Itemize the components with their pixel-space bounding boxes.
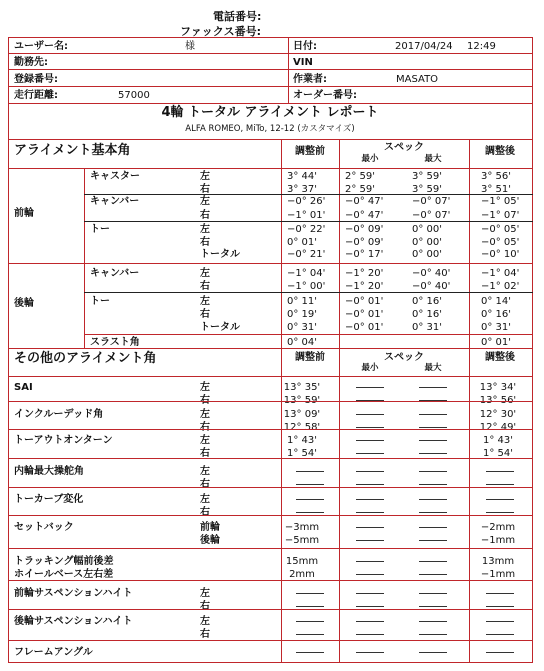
basic-row-side: 左: [200, 196, 210, 207]
empty-value-dash: [356, 414, 384, 415]
other-row-side-2: 後輪: [200, 535, 220, 546]
mileage-value: 57000: [118, 90, 150, 101]
other-row-before-2: −5mm: [284, 535, 320, 546]
other-row-item: フレームアングル: [14, 647, 93, 658]
basic-row-max: −0° 40': [412, 281, 451, 292]
other-row-after-1: 12° 30': [479, 409, 517, 420]
basic-row-max: 0° 00': [412, 224, 443, 235]
mileage-label: 走行距離:: [14, 90, 58, 101]
other-row-side-2: 右: [200, 629, 210, 640]
basic-row-min: −0° 09': [345, 237, 384, 248]
basic-row-item: キャンバー: [90, 268, 140, 279]
empty-value-dash: [419, 593, 447, 594]
empty-value-dash: [356, 593, 384, 594]
operator-label: 作業者:: [293, 74, 327, 85]
other-row-before-1: 15mm: [285, 556, 319, 567]
basic-row-after: −0° 05': [481, 224, 520, 235]
rule-line: [8, 103, 533, 104]
col-before-header-2: 調整前: [295, 352, 325, 363]
column-line: [281, 139, 282, 348]
basic-row-side: 左: [200, 224, 210, 235]
basic-row-max: −0° 40': [412, 268, 451, 279]
basic-row-item: キャスター: [90, 171, 140, 182]
basic-row-after: −1° 05': [481, 196, 520, 207]
basic-row-max: 3° 59': [412, 171, 443, 182]
basic-row-after: −1° 02': [481, 281, 520, 292]
basic-row-max: −0° 07': [412, 196, 451, 207]
rule-line: [8, 86, 533, 87]
empty-value-dash: [419, 606, 447, 607]
basic-row-item: スラスト角: [90, 337, 140, 348]
rule-line: [8, 401, 533, 402]
empty-value-dash: [419, 484, 447, 485]
basic-row-min: −0° 09': [345, 224, 384, 235]
other-row-item-2: ホイールベース左右差: [14, 569, 114, 580]
order-number-label: オーダー番号:: [293, 90, 357, 101]
column-line: [339, 139, 340, 348]
basic-row-item: トー: [90, 296, 110, 307]
empty-value-dash: [419, 453, 447, 454]
fax-label: ファックス番号:: [180, 25, 262, 38]
other-row-before-2: 1° 54': [286, 448, 317, 459]
empty-value-dash: [296, 512, 324, 513]
empty-value-dash: [419, 471, 447, 472]
empty-value-dash: [356, 440, 384, 441]
basic-row-item: キャンバー: [90, 196, 140, 207]
empty-value-dash: [419, 574, 447, 575]
other-row-before-1: 13° 09': [283, 409, 321, 420]
col-after-header-2: 調整後: [485, 352, 515, 363]
rule-line: [8, 640, 533, 641]
rule-line: [8, 263, 533, 264]
basic-row-max: 0° 00': [412, 237, 443, 248]
basic-row-side: 左: [200, 296, 210, 307]
rule-line: [8, 168, 533, 169]
other-row-before-1: −3mm: [284, 522, 320, 533]
basic-row-max: 0° 16': [412, 296, 443, 307]
other-row-after-2: 12° 49': [479, 422, 517, 433]
other-row-side-2: 右: [200, 479, 210, 490]
basic-row-after: 0° 14': [481, 296, 512, 307]
empty-value-dash: [296, 471, 324, 472]
empty-value-dash: [296, 621, 324, 622]
rule-line: [8, 139, 533, 140]
other-row-after-2: 1° 54': [482, 448, 513, 459]
col-spec-header: スペック: [384, 142, 424, 153]
empty-value-dash: [356, 652, 384, 653]
col-spec-header-2: スペック: [384, 352, 424, 363]
other-row-before-2: 13° 59': [283, 395, 321, 406]
empty-value-dash: [356, 387, 384, 388]
basic-row-before: −0° 21': [287, 249, 326, 260]
empty-value-dash: [356, 606, 384, 607]
empty-value-dash: [356, 634, 384, 635]
other-row-after-2: −1mm: [480, 569, 516, 580]
basic-angles-header: アライメント基本角: [14, 143, 131, 158]
basic-row-min: −0° 17': [345, 249, 384, 260]
empty-value-dash: [356, 621, 384, 622]
date-label: 日付:: [293, 41, 317, 52]
empty-value-dash: [296, 484, 324, 485]
basic-row-max: 3° 59': [412, 184, 443, 195]
basic-row-min: 2° 59': [345, 184, 376, 195]
other-row-side-2: 右: [200, 448, 210, 459]
basic-row-item: トー: [90, 224, 110, 235]
empty-value-dash: [486, 652, 514, 653]
empty-value-dash: [486, 484, 514, 485]
vin-label: VIN: [293, 57, 313, 68]
empty-value-dash: [419, 621, 447, 622]
basic-row-before: 0° 04': [287, 337, 318, 348]
basic-row-before: 0° 01': [287, 237, 318, 248]
rule-line: [84, 221, 533, 222]
other-row-after-2: −1mm: [480, 535, 516, 546]
report-title: 4輪 トータル アライメント レポート: [161, 105, 379, 120]
other-row-item: インクルーデッド角: [14, 409, 104, 420]
empty-value-dash: [486, 499, 514, 500]
other-row-side-1: 左: [200, 616, 210, 627]
date-value: 2017/04/24: [395, 41, 453, 52]
empty-value-dash: [356, 512, 384, 513]
rule-line: [8, 376, 533, 377]
rule-line: [8, 348, 533, 349]
user-name-value: 様: [185, 41, 195, 52]
empty-value-dash: [486, 634, 514, 635]
empty-value-dash: [356, 499, 384, 500]
basic-row-min: −0° 01': [345, 309, 384, 320]
basic-row-before: 0° 19': [287, 309, 318, 320]
other-row-item: SAI: [14, 382, 33, 393]
other-row-after-1: 13mm: [481, 556, 515, 567]
phone-label: 電話番号:: [213, 10, 262, 23]
rule-line: [8, 580, 533, 581]
basic-row-min: −0° 01': [345, 296, 384, 307]
rule-line: [8, 548, 533, 549]
column-line: [288, 37, 289, 103]
empty-value-dash: [486, 593, 514, 594]
rule-line: [8, 609, 533, 610]
other-row-item: トーアウトオンターン: [14, 435, 113, 446]
user-name-label: ユーザー名:: [14, 41, 68, 52]
empty-value-dash: [486, 621, 514, 622]
basic-row-side: 右: [200, 237, 210, 248]
rule-line: [8, 515, 533, 516]
rule-line: [8, 53, 533, 54]
other-row-before-1: 1° 43': [286, 435, 317, 446]
other-row-before-2: 12° 58': [283, 422, 321, 433]
front-wheel-label: 前輪: [14, 208, 34, 219]
basic-row-side: トータル: [200, 322, 240, 333]
other-angles-header: その他のアライメント角: [14, 351, 157, 366]
other-row-item: トーカーブ変化: [14, 494, 84, 505]
other-row-after-1: 13° 34': [479, 382, 517, 393]
empty-value-dash: [356, 427, 384, 428]
registration-label: 登録番号:: [14, 74, 58, 85]
basic-row-before: −0° 26': [287, 196, 326, 207]
basic-row-before: 0° 11': [287, 296, 318, 307]
empty-value-dash: [419, 652, 447, 653]
basic-row-max: 0° 31': [412, 322, 443, 333]
other-row-side-1: 左: [200, 494, 210, 505]
basic-row-after: 0° 01': [481, 337, 512, 348]
empty-value-dash: [419, 427, 447, 428]
basic-row-min: −1° 20': [345, 281, 384, 292]
other-row-item: 前輪サスペンションハイト: [14, 588, 133, 599]
basic-row-after: 3° 51': [481, 184, 512, 195]
empty-value-dash: [486, 471, 514, 472]
rule-line: [84, 292, 533, 293]
other-row-side-1: 左: [200, 435, 210, 446]
col-min-header-2: 最小: [361, 363, 379, 373]
other-row-after-2: 13° 56': [479, 395, 517, 406]
basic-row-before: −1° 04': [287, 268, 326, 279]
empty-value-dash: [486, 606, 514, 607]
basic-row-min: −1° 20': [345, 268, 384, 279]
basic-row-before: −0° 22': [287, 224, 326, 235]
other-row-side-2: 右: [200, 395, 210, 406]
rear-wheel-label: 後輪: [14, 298, 34, 309]
basic-row-after: −1° 07': [481, 210, 520, 221]
basic-row-after: 0° 16': [481, 309, 512, 320]
empty-value-dash: [356, 540, 384, 541]
empty-value-dash: [419, 387, 447, 388]
empty-value-dash: [356, 453, 384, 454]
column-line: [84, 168, 85, 348]
basic-row-after: −0° 05': [481, 237, 520, 248]
empty-value-dash: [419, 561, 447, 562]
other-row-side-1: 左: [200, 382, 210, 393]
empty-value-dash: [296, 499, 324, 500]
time-value: 12:49: [467, 41, 496, 52]
operator-value: MASATO: [396, 74, 439, 85]
empty-value-dash: [296, 652, 324, 653]
basic-row-after: 0° 31': [481, 322, 512, 333]
empty-value-dash: [419, 414, 447, 415]
basic-row-max: −0° 07': [412, 210, 451, 221]
col-max-header-2: 最大: [424, 363, 442, 373]
basic-row-side: 右: [200, 184, 210, 195]
other-row-item: トラッキング幅前後差: [14, 556, 114, 567]
empty-value-dash: [356, 484, 384, 485]
company-label: 勤務先:: [14, 57, 48, 68]
empty-value-dash: [419, 634, 447, 635]
other-row-after-1: −2mm: [480, 522, 516, 533]
basic-row-side: 右: [200, 281, 210, 292]
col-after-header: 調整後: [485, 146, 515, 157]
other-row-side-2: 右: [200, 507, 210, 518]
basic-row-side: 右: [200, 309, 210, 320]
empty-value-dash: [419, 440, 447, 441]
other-row-item: セットバック: [14, 522, 74, 533]
other-row-side-2: 右: [200, 601, 210, 612]
empty-value-dash: [356, 574, 384, 575]
basic-row-after: −0° 10': [481, 249, 520, 260]
empty-value-dash: [356, 471, 384, 472]
col-max-header: 最大: [424, 154, 442, 164]
basic-row-before: 0° 31': [287, 322, 318, 333]
col-min-header: 最小: [361, 154, 379, 164]
empty-value-dash: [419, 499, 447, 500]
basic-row-side: 右: [200, 210, 210, 221]
other-row-side-1: 左: [200, 466, 210, 477]
basic-row-min: 2° 59': [345, 171, 376, 182]
other-row-item: 後輪サスペンションハイト: [14, 616, 133, 627]
basic-row-max: 0° 16': [412, 309, 443, 320]
other-row-before-1: 13° 35': [283, 382, 321, 393]
basic-row-after: 3° 56': [481, 171, 512, 182]
report-subtitle: ALFA ROMEO, MiTo, 12-12 (カスタマイズ): [185, 124, 355, 134]
empty-value-dash: [419, 540, 447, 541]
other-row-before-2: 2mm: [289, 569, 315, 580]
basic-row-before: 3° 44': [287, 171, 318, 182]
rule-line: [8, 69, 533, 70]
basic-row-min: −0° 01': [345, 322, 384, 333]
empty-value-dash: [356, 561, 384, 562]
empty-value-dash: [296, 593, 324, 594]
col-before-header: 調整前: [295, 146, 325, 157]
basic-row-side: トータル: [200, 249, 240, 260]
rule-line: [8, 458, 533, 459]
empty-value-dash: [296, 606, 324, 607]
empty-value-dash: [419, 512, 447, 513]
rule-line: [8, 487, 533, 488]
empty-value-dash: [419, 527, 447, 528]
basic-row-min: −0° 47': [345, 196, 384, 207]
basic-row-max: 0° 00': [412, 249, 443, 260]
rule-line: [8, 429, 533, 430]
basic-row-before: −1° 01': [287, 210, 326, 221]
basic-row-before: −1° 00': [287, 281, 326, 292]
other-row-side-1: 左: [200, 588, 210, 599]
column-line: [469, 139, 470, 348]
other-row-item: 内輪最大操舵角: [14, 466, 84, 477]
rule-line: [84, 194, 533, 195]
basic-row-side: 左: [200, 268, 210, 279]
basic-row-side: 左: [200, 171, 210, 182]
basic-row-before: 3° 37': [287, 184, 318, 195]
basic-row-after: −1° 04': [481, 268, 520, 279]
other-row-after-1: 1° 43': [482, 435, 513, 446]
rule-line: [84, 334, 533, 335]
other-row-side-1: 左: [200, 409, 210, 420]
empty-value-dash: [356, 527, 384, 528]
other-row-side-2: 右: [200, 422, 210, 433]
basic-row-min: −0° 47': [345, 210, 384, 221]
empty-value-dash: [296, 634, 324, 635]
empty-value-dash: [486, 512, 514, 513]
other-row-side-1: 前輪: [200, 522, 220, 533]
